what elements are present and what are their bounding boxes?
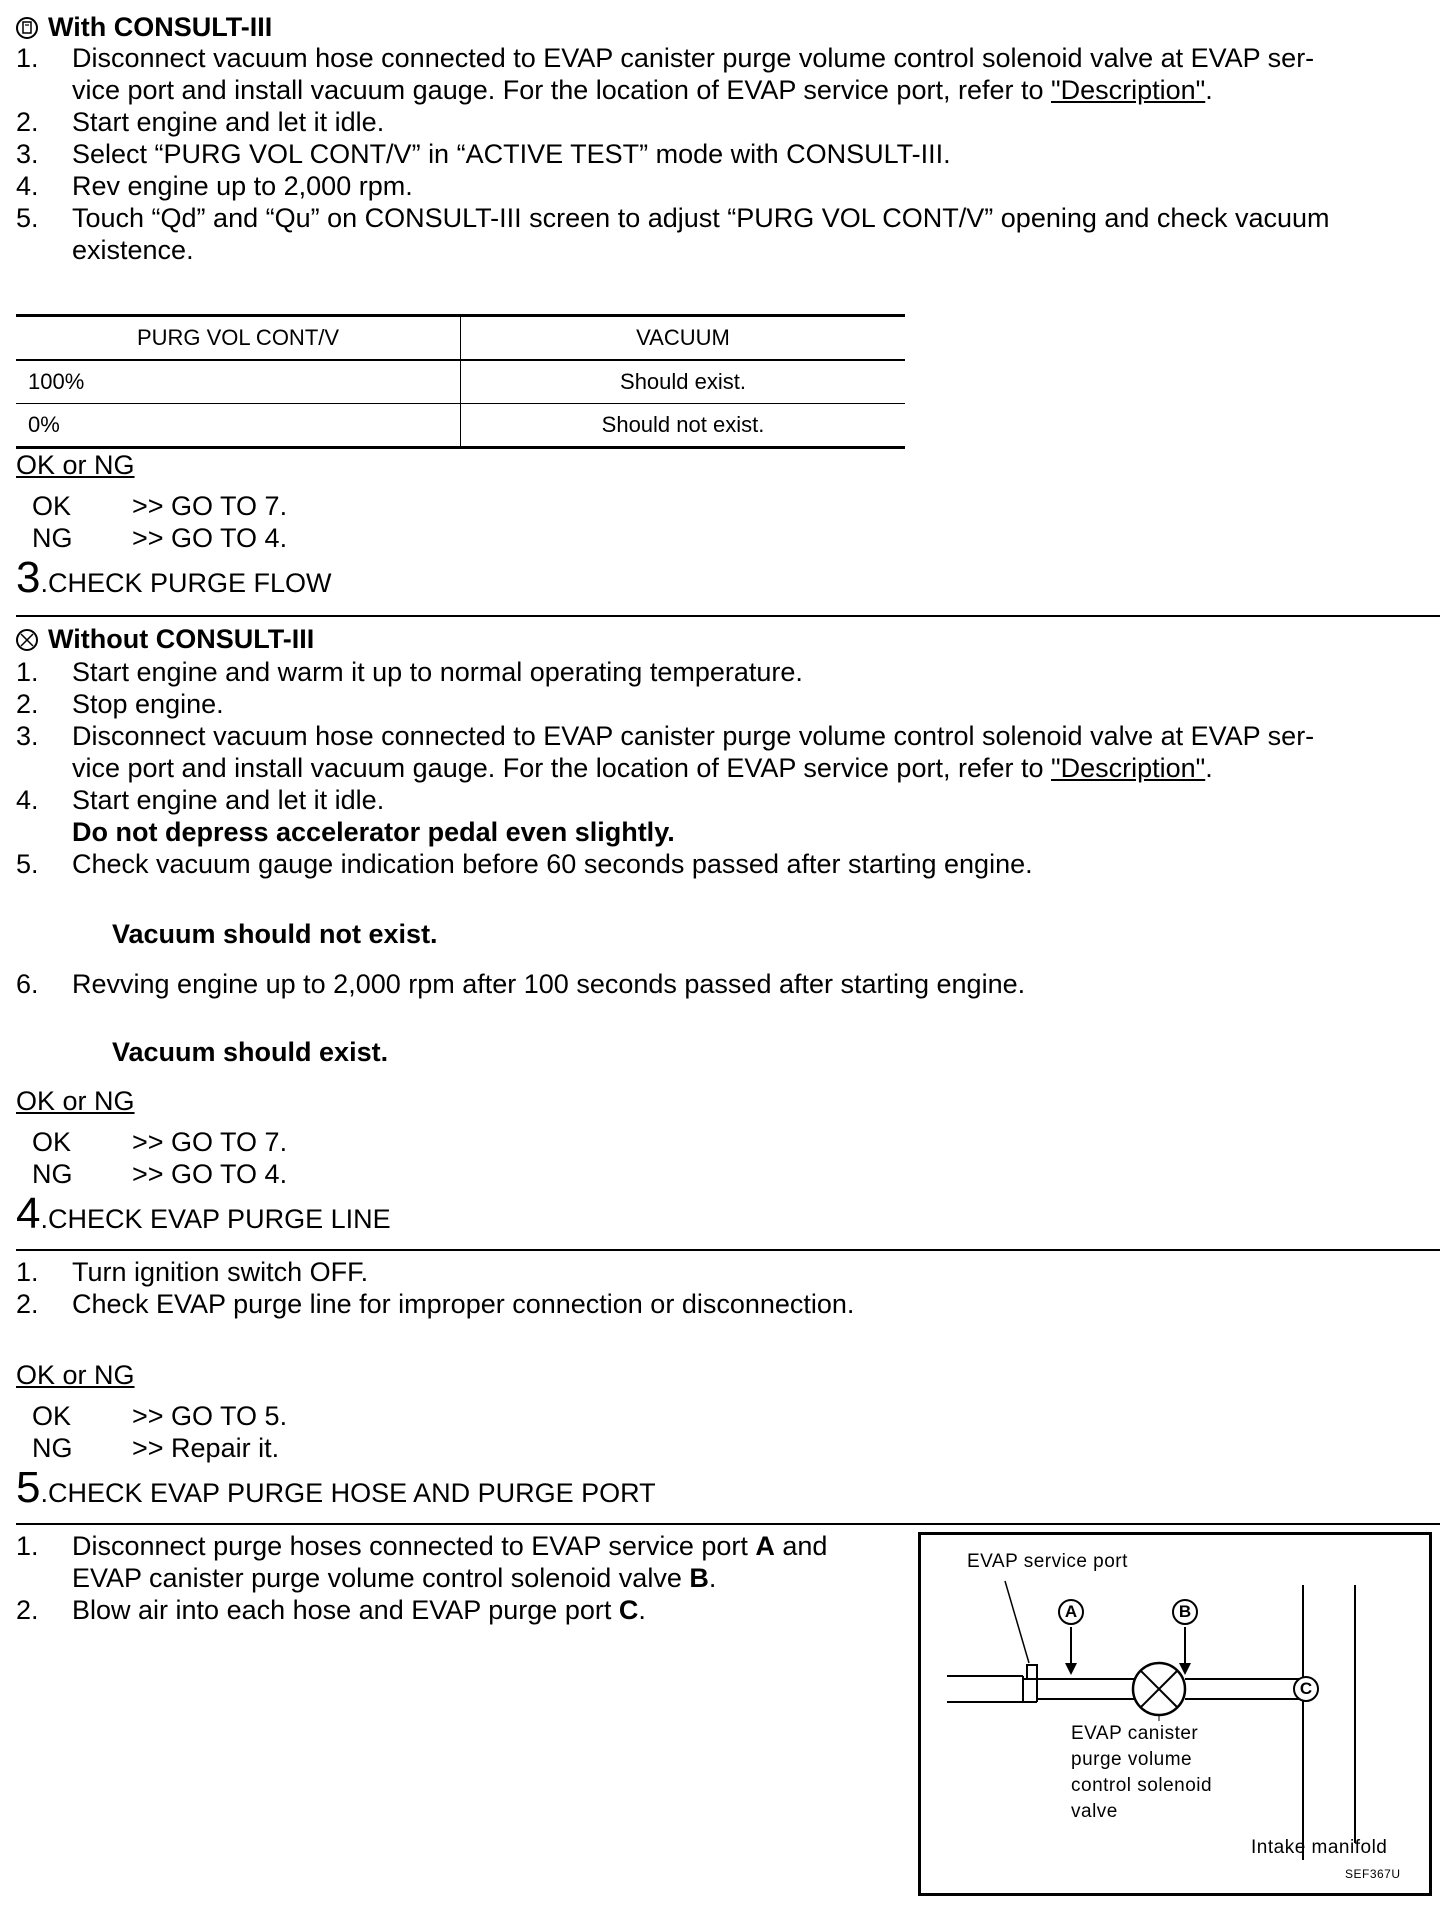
service-port-label: EVAP service port <box>967 1551 1128 1572</box>
ng-label: NG <box>32 523 73 553</box>
step-text-line-1: Blow air into each hose and EVAP purge port <box>72 1595 619 1625</box>
table-cell: 0% <box>16 404 461 448</box>
list-item <box>16 968 1440 1000</box>
valve-label <box>1071 1721 1212 1825</box>
consult-icon <box>16 17 38 39</box>
section3-steps <box>16 656 1440 880</box>
step-dot: . <box>40 1204 48 1234</box>
ok-row <box>16 490 287 522</box>
table-header: PURG VOL CONT/V <box>16 316 461 361</box>
ng-row <box>16 1432 287 1464</box>
step-text-line-1: Start engine and let it idle. <box>72 785 385 815</box>
spec-note: Vacuum should exist. <box>112 1037 389 1067</box>
step-text <box>72 42 1440 106</box>
purge-port-letter: C <box>618 1595 639 1625</box>
valve-label-line: control solenoid <box>1071 1775 1213 1796</box>
step-number-large: 4 <box>16 1189 41 1238</box>
without-consult-label: Without CONSULT-III <box>48 624 315 654</box>
list-item <box>16 202 1440 266</box>
step-text-line-1-end: and <box>774 1531 828 1561</box>
section-divider <box>16 615 1440 617</box>
step-dot: . <box>40 568 48 598</box>
step-text-line-1: Disconnect vacuum hose connected to EVAP canister purge volume control solenoid valve at EVAP ser- <box>72 721 1315 751</box>
list-item <box>16 656 1440 688</box>
table-header-row <box>16 316 905 361</box>
step-number: 3. <box>16 721 39 751</box>
section3-heading <box>16 553 332 602</box>
step-text-line-2: existence. <box>72 235 194 265</box>
table-cell: 100% <box>16 360 461 404</box>
ok-ng-block <box>16 1400 287 1464</box>
step-number-large: 3 <box>16 553 41 602</box>
section2-steps <box>16 42 1440 266</box>
step-number: 2. <box>16 1595 39 1625</box>
list-item <box>16 106 1440 138</box>
evap-purge-diagram <box>918 1532 1432 1896</box>
step-number: 3. <box>16 139 39 169</box>
caution-text: Do not depress accelerator pedal even slightly. <box>72 817 675 847</box>
arrow-a-head <box>1065 1663 1077 1675</box>
step-text: Check vacuum gauge indication before 60 seconds passed after starting engine. <box>72 849 1033 879</box>
ng-action: >> Repair it. <box>132 1433 280 1463</box>
ok-label: OK <box>32 1401 72 1431</box>
step-text-line-2: vice port and install vacuum gauge. For the location of EVAP service port, refer to <box>72 753 1052 783</box>
list-item <box>16 720 1440 784</box>
step-text-line-2: EVAP canister purge volume control solenoid valve <box>72 1563 690 1593</box>
no-consult-icon <box>16 629 38 651</box>
step-number: 5. <box>16 203 39 233</box>
consult-icon-glyph <box>18 19 36 37</box>
purge-vacuum-table <box>16 314 905 449</box>
step-text-end: . <box>1205 753 1213 783</box>
ok-row <box>16 1400 287 1432</box>
step-text: Turn ignition switch OFF. <box>72 1257 369 1287</box>
step-number: 1. <box>16 1257 39 1287</box>
valve-label-line: valve <box>1071 1801 1118 1822</box>
ng-label: NG <box>32 1433 73 1463</box>
step-number: 2. <box>16 689 39 719</box>
step-number: 4. <box>16 785 39 815</box>
valve-letter: B <box>689 1563 709 1593</box>
step-text <box>72 1594 916 1626</box>
ng-action: >> GO TO 4. <box>132 523 288 553</box>
port-c-marker: C <box>1293 1676 1319 1702</box>
step-text: Revving engine up to 2,000 rpm after 100 seconds passed after starting engine. <box>72 969 1026 999</box>
section-divider <box>16 1523 1440 1525</box>
leader-line <box>1005 1581 1029 1663</box>
ok-label: OK <box>32 491 72 521</box>
figure-code: SEF367U <box>1345 1867 1401 1881</box>
without-consult-heading <box>16 624 314 655</box>
port-letter: A <box>755 1531 775 1561</box>
table-row <box>16 360 905 404</box>
table-row <box>16 404 905 448</box>
ok-ng-heading: OK or NG <box>16 450 135 480</box>
ng-row <box>16 522 287 554</box>
ok-ng-heading: OK or NG <box>16 1086 135 1116</box>
description-link[interactable]: "Description" <box>1051 753 1206 783</box>
step-number: 4. <box>16 171 39 201</box>
step-number: 1. <box>16 43 39 73</box>
step-number: 1. <box>16 1531 39 1561</box>
ng-action: >> GO TO 4. <box>132 1159 288 1189</box>
ok-action: >> GO TO 5. <box>132 1401 288 1431</box>
table-cell: Should not exist. <box>461 404 906 448</box>
step-number: 6. <box>16 969 39 999</box>
step-text-line-1: Touch “Qd” and “Qu” on CONSULT-III screen to adjust “PURG VOL CONT/V” opening and check vacuum <box>72 203 1330 233</box>
list-item <box>16 688 1440 720</box>
list-item <box>16 784 1440 848</box>
section3-step6 <box>16 968 1440 1000</box>
step-text-end: . <box>708 1563 717 1593</box>
ng-row <box>16 1158 287 1190</box>
step-text: Start engine and warm it up to normal operating temperature. <box>72 657 803 687</box>
step-text: Start engine and let it idle. <box>72 107 385 137</box>
valve-label-line: purge volume <box>1071 1749 1193 1770</box>
step-text <box>72 1530 916 1594</box>
step-number: 1. <box>16 657 39 687</box>
step-text: Stop engine. <box>72 689 224 719</box>
step-number: 5. <box>16 849 39 879</box>
list-item <box>16 170 1440 202</box>
section-divider <box>16 1249 1440 1251</box>
ok-action: >> GO TO 7. <box>132 491 288 521</box>
ok-row <box>16 1126 287 1158</box>
list-item <box>16 42 1440 106</box>
intake-manifold-label: Intake manifold <box>1251 1837 1388 1858</box>
list-item <box>16 1594 916 1626</box>
list-item <box>16 138 1440 170</box>
step-text: Select “PURG VOL CONT/V” in “ACTIVE TEST” mode with CONSULT-III. <box>72 139 951 169</box>
list-item <box>16 1288 1440 1320</box>
step-title: CHECK PURGE FLOW <box>48 568 332 598</box>
step-text-end: . <box>638 1595 646 1625</box>
step-text-line-1: Disconnect vacuum hose connected to EVAP canister purge volume control solenoid valve at EVAP ser- <box>72 43 1315 73</box>
valve-label-line: EVAP canister <box>1071 1723 1199 1744</box>
step-dot: . <box>40 1478 48 1508</box>
step-text-end: . <box>1205 75 1213 105</box>
table-header: VACUUM <box>461 316 906 361</box>
step-title: CHECK EVAP PURGE LINE <box>48 1204 391 1234</box>
ok-ng-block <box>16 1126 287 1190</box>
list-item <box>16 1530 916 1594</box>
ng-label: NG <box>32 1159 73 1189</box>
list-item <box>16 1256 1440 1288</box>
step-title: CHECK EVAP PURGE HOSE AND PURGE PORT <box>48 1478 656 1508</box>
step-number-large: 5 <box>16 1463 41 1512</box>
ok-ng-block <box>16 490 287 554</box>
section4-heading <box>16 1189 391 1238</box>
step-text <box>72 202 1440 266</box>
ok-action: >> GO TO 7. <box>132 1127 288 1157</box>
service-port-nipple <box>1027 1665 1037 1679</box>
with-consult-label: With CONSULT-III <box>48 12 273 42</box>
port-b-marker: B <box>1172 1599 1198 1625</box>
section4-steps <box>16 1256 1440 1320</box>
step-text-line-1: Disconnect purge hoses connected to EVAP service port <box>72 1531 756 1561</box>
table-cell: Should exist. <box>461 360 906 404</box>
description-link[interactable]: "Description" <box>1051 75 1206 105</box>
step-text <box>72 720 1440 784</box>
step-text: Check EVAP purge line for improper connection or disconnection. <box>72 1289 855 1319</box>
step-number: 2. <box>16 107 39 137</box>
step-text <box>72 784 1440 848</box>
port-a-marker: A <box>1058 1599 1084 1625</box>
with-consult-heading <box>16 12 272 43</box>
step-text: Rev engine up to 2,000 rpm. <box>72 171 413 201</box>
ok-ng-heading: OK or NG <box>16 1360 135 1390</box>
ok-label: OK <box>32 1127 72 1157</box>
section5-steps <box>16 1530 916 1626</box>
step-text-line-2: vice port and install vacuum gauge. For the location of EVAP service port, refer to <box>72 75 1052 105</box>
no-consult-icon-glyph <box>18 631 36 649</box>
step-number: 2. <box>16 1289 39 1319</box>
spec-note: Vacuum should not exist. <box>112 919 438 949</box>
section5-heading <box>16 1463 656 1512</box>
list-item <box>16 848 1440 880</box>
